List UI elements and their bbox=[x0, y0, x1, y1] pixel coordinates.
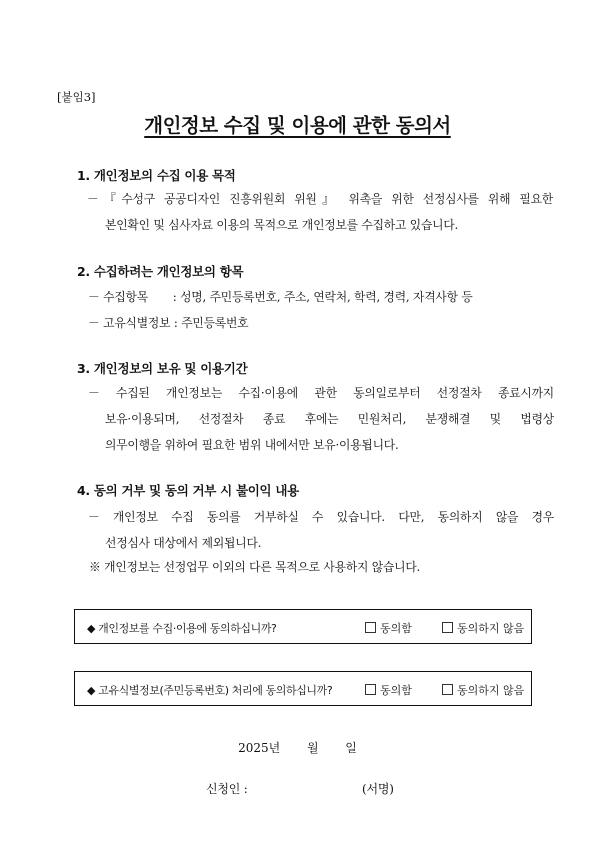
consent-question: ◆ 고유식별정보(주민등록번호) 처리에 동의하십니까? bbox=[87, 684, 333, 697]
agree-label: 동의함 bbox=[380, 684, 412, 697]
section-1-heading: 1. 개인정보의 수집 이용 목적 bbox=[77, 168, 236, 183]
disagree-label: 동의하지 않음 bbox=[457, 684, 525, 697]
section-3-line-3: 의무이행을 위하여 필요한 범위 내에서만 보유·이용됩니다. bbox=[105, 438, 399, 452]
agree-option[interactable] bbox=[365, 620, 412, 636]
section-3-line-1: － 수집된 개인정보는 수집·이용에 관한 동의일로부터 선정절차 종료시까지 bbox=[88, 386, 554, 400]
disagree-option[interactable] bbox=[442, 682, 524, 698]
applicant-label: 신청인 : bbox=[206, 782, 248, 796]
consent-question: ◆ 개인정보를 수집·이용에 동의하십니까? bbox=[87, 622, 277, 635]
section-2-line-1: － 수집항목 : 성명, 주민등록번호, 주소, 연락처, 학력, 경력, 자격사항 등 bbox=[88, 290, 473, 304]
section-4-heading: 4. 동의 거부 및 동의 거부 시 불이익 내용 bbox=[77, 483, 299, 498]
notice-line: ※ 개인정보는 선정업무 이외의 다른 목적으로 사용하지 않습니다. bbox=[89, 560, 421, 574]
checkbox-icon[interactable] bbox=[442, 684, 453, 695]
agree-label: 동의함 bbox=[380, 622, 412, 635]
section-2-heading: 2. 수집하려는 개인정보의 항목 bbox=[77, 264, 244, 279]
section-1-line-1: －『수성구 공공디자인 진흥위원회 위원』 위촉을 위한 선정심사를 위해 필요한 bbox=[87, 192, 553, 206]
attachment-label: [붙임3] bbox=[57, 90, 96, 104]
checkbox-icon[interactable] bbox=[442, 622, 453, 633]
consent-box-unique-id bbox=[74, 671, 532, 706]
section-4-line-1: － 개인정보 수집 동의를 거부하실 수 있습니다. 다만, 동의하지 않을 경우 bbox=[88, 510, 554, 524]
checkbox-icon[interactable] bbox=[365, 684, 376, 695]
date-line: 2025년 월 일 bbox=[238, 741, 357, 755]
section-3-heading: 3. 개인정보의 보유 및 이용기간 bbox=[77, 361, 248, 376]
section-3-line-2: 보유·이용되며, 선정절차 종료 후에는 민원처리, 분쟁해결 및 법령상 bbox=[105, 412, 554, 426]
document-title: 개인정보 수집 및 이용에 관한 동의서 bbox=[144, 114, 451, 137]
disagree-label: 동의하지 않음 bbox=[457, 622, 525, 635]
consent-box-personal-info bbox=[74, 609, 532, 644]
agree-option[interactable] bbox=[365, 682, 412, 698]
section-1-line-2: 본인확인 및 심사자료 이용의 목적으로 개인정보를 수집하고 있습니다. bbox=[105, 218, 459, 232]
disagree-option[interactable] bbox=[442, 620, 524, 636]
section-4-line-2: 선정심사 대상에서 제외됩니다. bbox=[105, 536, 262, 550]
checkbox-icon[interactable] bbox=[365, 622, 376, 633]
signature-label: (서명) bbox=[362, 782, 394, 796]
section-2-line-2: － 고유식별정보 : 주민등록번호 bbox=[88, 316, 249, 330]
